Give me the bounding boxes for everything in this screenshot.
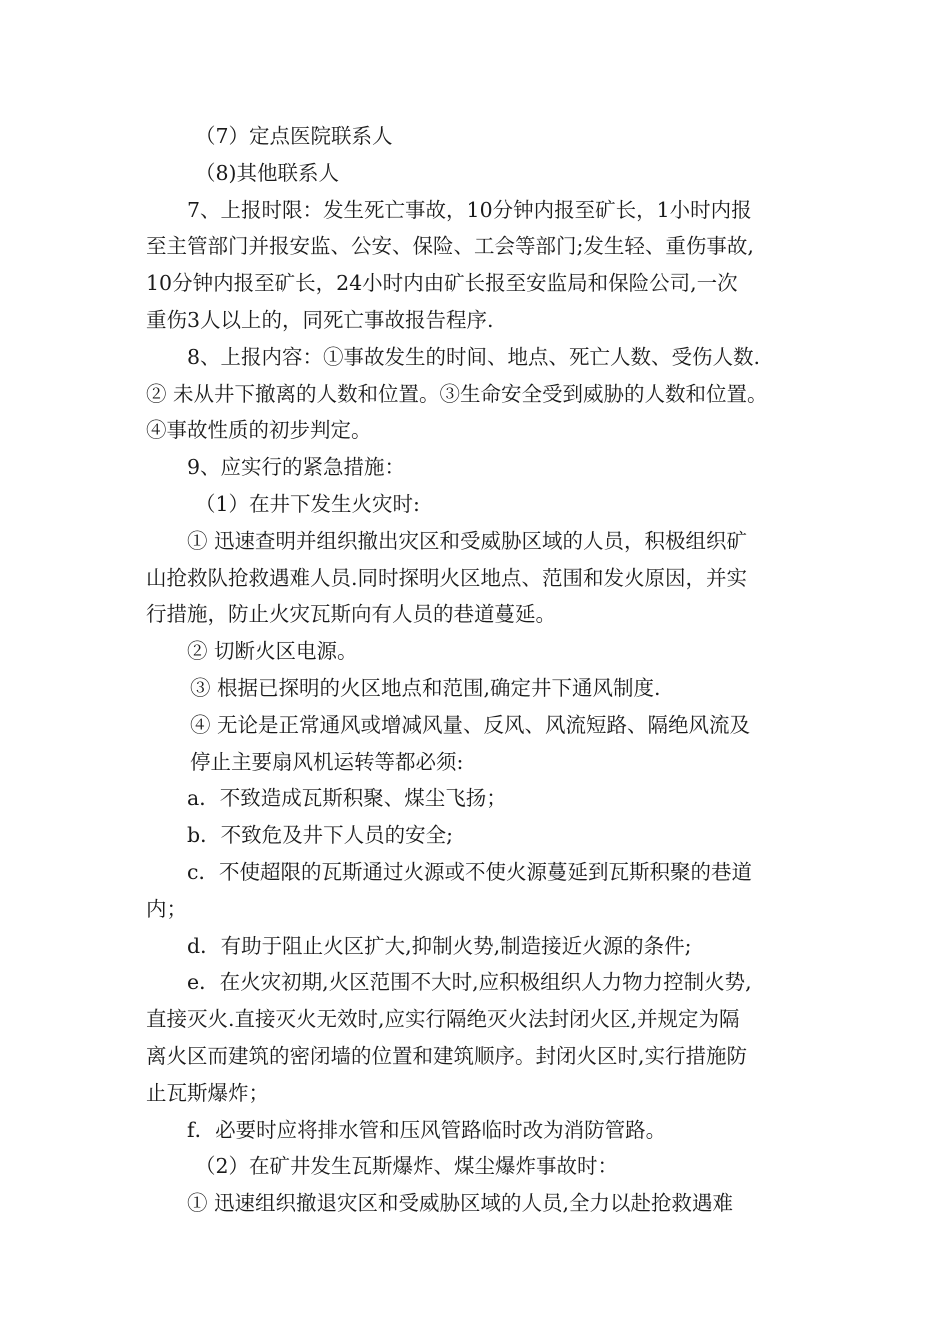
text-line: ② 未从井下撤离的人数和位置。③生命安全受到威胁的人数和位置。	[146, 381, 768, 406]
text-line: 10分钟内报至矿长，24小时内由矿长报至安监局和保险公司,一次	[146, 271, 738, 296]
text-line: （8)其他联系人	[195, 160, 340, 185]
text-line: 山抢救队抢救遇难人员.同时探明火区地点、范围和发火原因，并实	[146, 565, 748, 590]
text-line: ① 迅速组织撤退灾区和受威胁区域的人员,全力以赴抢救遇难	[187, 1191, 734, 1216]
text-line: ④ 无论是正常通风或增减风量、反风、风流短路、隔绝风流及	[190, 712, 751, 737]
text-line: a．不致造成瓦斯积聚、煤尘飞扬；	[187, 786, 507, 811]
text-line: f．必要时应将排水管和压风管路临时改为消防管路。	[187, 1117, 667, 1142]
text-line: e．在火灾初期,火区范围不大时,应积极组织人力物力控制火势,	[187, 970, 752, 995]
text-line: 直接灭火.直接灭火无效时,应实行隔绝灭火法封闭火区,并规定为隔	[146, 1007, 740, 1032]
text-line: d．有助于阻止火区扩大,抑制火势,制造接近火源的条件;	[187, 933, 692, 958]
text-line: 停止主要扇风机运转等都必须:	[190, 749, 464, 774]
document-body	[146, 118, 818, 1222]
text-line: （1）在井下发生火灾时:	[195, 491, 420, 516]
text-line: b．不致危及井下人员的安全;	[187, 823, 454, 848]
text-line: ④事故性质的初步判定。	[146, 418, 372, 443]
text-line: ③ 根据已探明的火区地点和范围,确定井下通风制度.	[190, 675, 661, 700]
text-line: （2）在矿井发生瓦斯爆炸、煤尘爆炸事故时：	[195, 1154, 619, 1179]
text-line: c．不使超限的瓦斯通过火源或不使火源蔓延到瓦斯积聚的巷道	[187, 859, 752, 884]
text-line: 止瓦斯爆炸；	[146, 1080, 269, 1105]
text-line: ② 切断火区电源。	[187, 639, 358, 664]
text-line: 至主管部门并报安监、公安、保险、工会等部门;发生轻、重伤事故,	[146, 234, 754, 259]
text-line: 8、上报内容：①事故发生的时间、地点、死亡人数、受伤人数.	[187, 344, 761, 369]
text-line: 内；	[146, 896, 187, 921]
text-line: 离火区而建筑的密闭墙的位置和建筑顺序。封闭火区时,实行措施防	[146, 1043, 748, 1068]
text-line: 行措施，防止火灾瓦斯向有人员的巷道蔓延。	[146, 602, 556, 627]
text-line: 9、应实行的紧急措施：	[187, 455, 406, 480]
text-line: 7、上报时限：发生死亡事故，10分钟内报至矿长，1小时内报	[187, 197, 752, 222]
text-line: 重伤3人以上的，同死亡事故报告程序.	[146, 307, 494, 332]
text-line: （7）定点医院联系人	[195, 124, 393, 148]
text-line: ① 迅速查明并组织撤出灾区和受威胁区域的人员，积极组织矿	[187, 528, 748, 553]
